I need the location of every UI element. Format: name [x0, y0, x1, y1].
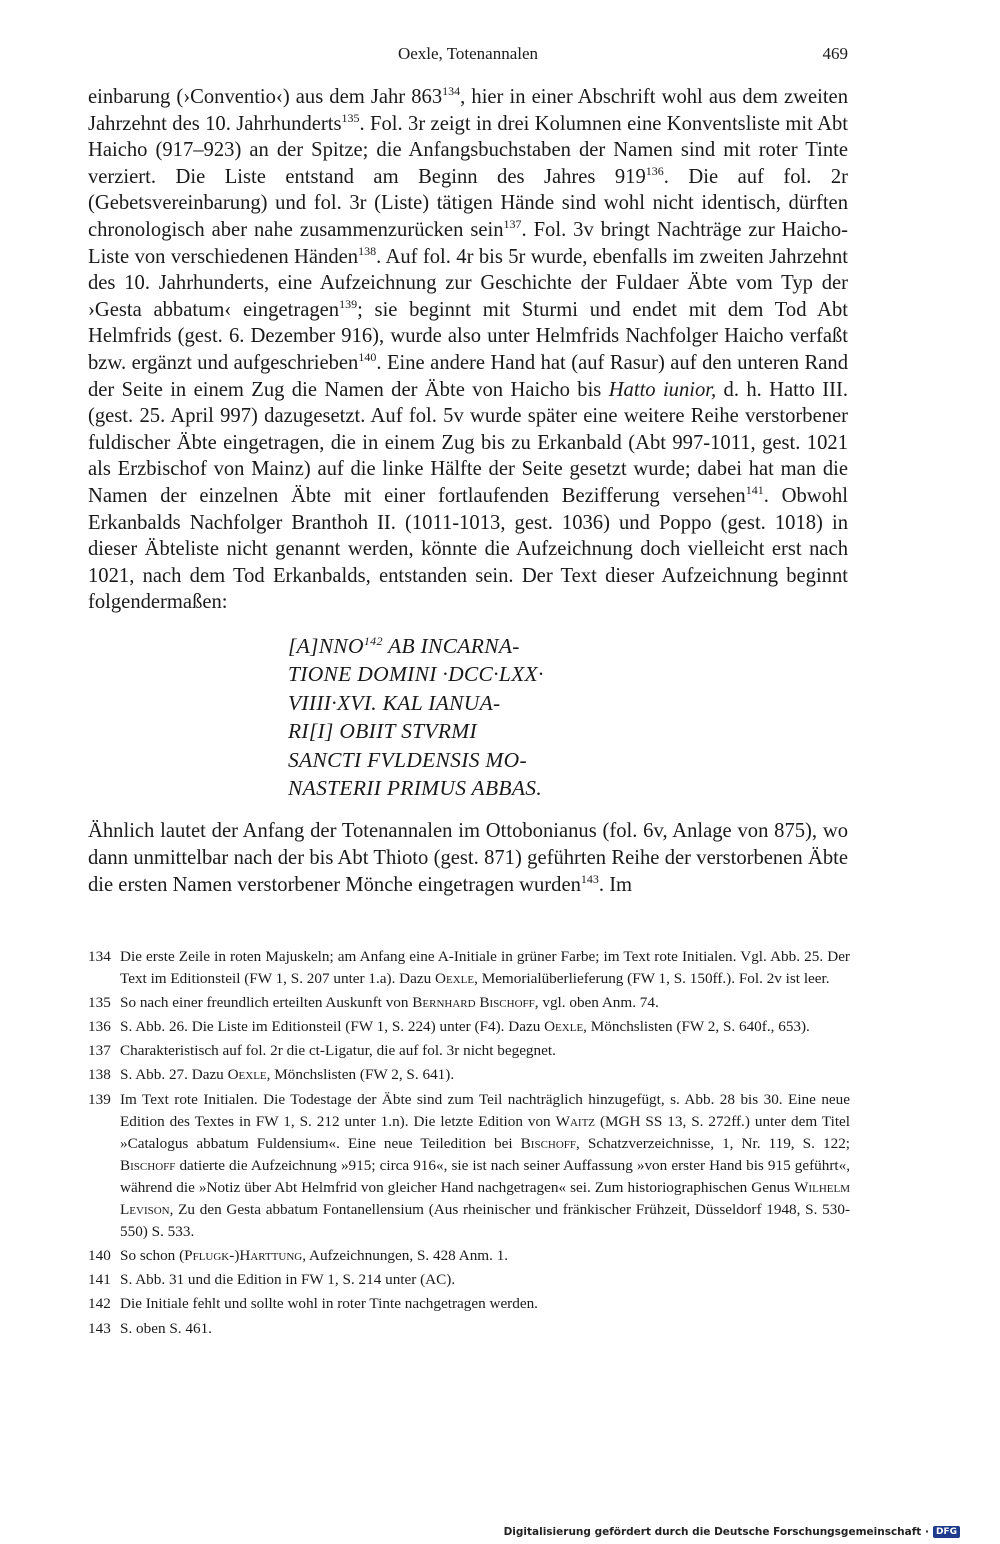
page-header: [88, 44, 848, 74]
footnote: [88, 1016, 850, 1038]
author-name: Oexle: [227, 1066, 267, 1084]
author-name: Oexle: [435, 970, 475, 988]
latin-quotation: [288, 632, 848, 802]
running-title: Oexle, Totenannalen: [397, 44, 539, 63]
footnote-number: 136: [88, 1018, 111, 1036]
italic-text: Hatto iunior,: [608, 378, 717, 401]
footnote: [88, 1318, 850, 1340]
footnote-number: 135: [88, 994, 111, 1012]
paragraph: einbarung (›Conventio‹) aus dem Jahr $863^{134}$, hier in einer Abschrift wohl aus dem zweiten Jahrzehnt des 10. Jahrhunderts$^{135}$. Fol. 3r zeigt in drei Kolumnen eine Konventsliste mit Abt Haicho (917–923) an der Spitze; die Anfangsbuchstaben der Namen sind mit roter Tinte verziert. Die Liste entstand am Beginn des Jahres $919^{136}$. Die auf fol. 2r (Gebetsvereinbarung) und fol. 3r (Liste) tätigen Hände sind wohl nicht identisch, dürften chronologisch aber nahe zusammenzurücken sein$^{137}$. Fol. 3v bringt Nachträge zur Haicho-Liste von verschiedenen Händen$^{138}$. Auf fol. 4r bis 5r wurde, ebenfalls im zweiten Jahrzehnt des 10. Jahrhunderts, eine Aufzeichnung zur Geschichte der Fuldaer Äbte vom Typ der ›Gesta abbatum‹ eingetragen$^{139}$; sie beginnt mit Sturmi und endet mit dem Tod Abt Helmfrids (gest. 6. Dezember 916), wurde also unter Helmfrids Nachfolger Haicho verfaßt bzw. ergänzt und aufgeschrieben$^{140}$. Eine andere Hand hat (auf Rasur) auf den unteren Rand der Seite in einem Zug die Namen der Äbte von Haicho bis Hatto iunior, d. h. Hatto III. (gest. 25. April 997) dazugesetzt. Auf fol. 5v wurde später eine weitere Reihe verstorbener fuldischer Äbte eingetragen, die in einem Zug bis zu Erkanbald (Abt 997-1011, gest. 1021 als Erzbischof von Mainz) auf die linke Hälfte der Seite gesetzt wurde; dabei hat man die Namen der einzelnen Äbte mit einer fortlaufenden Bezifferung versehen$^{141}$. Obwohl Erkanbalds Nachfolger Branthoh II. (1011-1013, gest. 1036) und Poppo (gest. 1018) in dieser Äbteliste nicht genannt werden, könnte die Aufzeichnung doch vielleicht erst nach 1021, nach dem Tod Erkanbalds, entstanden sein. Der Text dieser Aufzeichnung beginnt folgendermaßen:: [88, 84, 849, 614]
footnote-number: 140: [88, 1247, 111, 1265]
footnote-number: 137: [88, 1042, 111, 1060]
footnote-number: 138: [88, 1066, 111, 1084]
footnote-ref: 142: [363, 633, 383, 648]
author-name: Bischoff: [120, 1156, 176, 1174]
footnote-ref: 136: [645, 163, 664, 178]
footnote-number: 141: [88, 1271, 111, 1289]
footnote-text: Die erste Zeile in roten Majuskeln; am Anfang eine A-Initiale in grüner Farbe; im Text rote Initialen. Vgl. Abb. 25. Der Text im Editionsteil (FW 1, S. 207 unter 1.a). Dazu Oexle, Memorialüberlieferung (FW 1, S. 150ff.). Fol. 2v ist leer.: [120, 948, 850, 988]
footnote: [88, 1064, 850, 1086]
footnote-text: S. Abb. 31 und die Edition in FW 1, S. 214 unter (AC).: [120, 1271, 456, 1289]
author-name: Harttung: [239, 1247, 303, 1265]
footnote: [88, 1293, 850, 1315]
footnote-text: S. Abb. 27. Dazu Oexle, Mönchslisten (FW 2, S. 641).: [120, 1066, 455, 1084]
footnote: [88, 1245, 850, 1267]
author-name: Waitz: [555, 1112, 596, 1130]
footnote-ref: 141: [745, 483, 764, 498]
quote-line: [A]NNO$^{142}$ AB INCARNA-: [288, 633, 520, 658]
footnote-text: Charakteristisch auf fol. 2r die ct-Ligatur, die auf fol. 3r nicht begegnet.: [120, 1042, 556, 1060]
quote-line: TIONE DOMINI ·DCC·LXX·: [288, 662, 544, 687]
footnote: [88, 946, 850, 990]
author-name: Bischoff: [520, 1134, 577, 1152]
footnote: [88, 1040, 850, 1062]
page-number: 469: [822, 44, 848, 63]
footnote-text: Die Initiale fehlt und sollte wohl in roter Tinte nachgetragen werden.: [120, 1295, 538, 1313]
author-name: Wilhelm Levison: [120, 1178, 850, 1219]
quote-line: RI[I] OBIIT STVRMI: [288, 719, 477, 744]
footnote-ref: 135: [341, 110, 360, 125]
author-name: Oexle: [544, 1018, 584, 1036]
footnote-text: S. Abb. 26. Die Liste im Editionsteil (FW 1, S. 224) unter (F4). Dazu Oexle, Mönchslisten (FW 2, S. 640f., 653).: [120, 1018, 810, 1036]
footnote-text: Im Text rote Initialen. Die Todestage der Äbte sind zum Teil nachträglich hinzugefügt, s. Abb. 28 bis 30. Eine neue Edition des Textes in FW 1, S. 212 unter 1.n). Die letzte Edition von Waitz (MGH SS 13, S. 272ff.) unter dem Titel »Catalogus abbatum Fuldensium«. Eine neue Teiledition bei Bischoff, Schatzverzeichnisse, 1, Nr. 119, S. 122; Bischoff datierte die Aufzeichnung »915; circa 916«, sie ist nach seiner Auffassung »von erster Hand bis 915 geführt«, während die »Notiz über Abt Helmfrid von gleicher Hand nachgetragen« sei. Zum historiographischen Genus Wilhelm Levison, Zu den Gesta abbatum Fontanellensium (Aus rheinischer und fränkischer Frühzeit, Düsseldorf 1948, S. 530-550) S. 533.: [120, 1090, 851, 1241]
footnote-ref: 137: [503, 217, 522, 232]
footnote: [88, 1269, 850, 1291]
dfg-logo: DFG: [933, 1526, 960, 1538]
footnote-ref: 138: [358, 243, 377, 258]
footnote-number: 142: [88, 1295, 111, 1313]
credit-text: Digitalisierung gefördert durch die Deutsche Forschungsgemeinschaft ·: [503, 1526, 929, 1538]
author-name: Bernhard Bischoff: [412, 994, 535, 1012]
digitization-credit: [504, 1526, 960, 1538]
footnote-number: 139: [88, 1090, 111, 1108]
footnote: [88, 992, 850, 1014]
footnote-text: So nach einer freundlich erteilten Auskunft von Bernhard Bischoff, vgl. oben Anm. 74.: [120, 994, 659, 1012]
main-text: [88, 84, 848, 898]
quote-line: VIIII·XVI. KAL IANUA-: [288, 690, 501, 715]
footnote-ref: 139: [339, 296, 358, 311]
author-name: Pflugk-: [184, 1247, 235, 1265]
footnote-ref: 143: [580, 871, 599, 886]
footnote-text: So schon (Pflugk-)Harttung, Aufzeichnungen, S. 428 Anm. 1.: [120, 1247, 509, 1265]
paragraph: Ähnlich lautet der Anfang der Totenannalen im Ottobonianus (fol. 6v, Anlage von 875), wo dann unmittelbar nach der bis Abt Thioto (gest. 871) geführten Reihe der verstorbenen Äbte die ersten Namen verstorbener Mönche eingetragen wurden$^{143}$. Im: [88, 820, 848, 896]
quote-line: NASTERII PRIMUS ABBAS.: [288, 775, 542, 800]
footnote-number: 143: [88, 1319, 111, 1337]
footnotes: [88, 946, 850, 1342]
quote-line: SANCTI FVLDENSIS MO-: [288, 747, 527, 772]
footnote: [88, 1089, 850, 1244]
footnote-ref: 140: [358, 350, 377, 365]
footnote-ref: 134: [442, 84, 461, 99]
footnote-text: S. oben S. 461.: [120, 1319, 212, 1337]
footnote-number: 134: [88, 948, 111, 965]
